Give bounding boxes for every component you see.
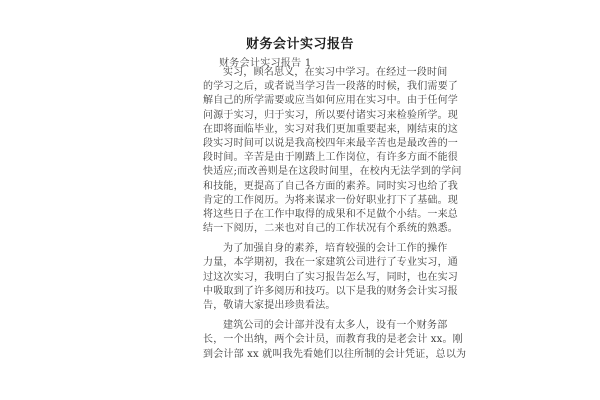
text-line: 快适应;而改善则是在这段时间里，在校内无法学到的学问 [203,166,462,178]
text-line: 解自己的所学需要或应当如何应用在实习中。由于任何学 [203,95,458,107]
text-line: 过这次实习，我明白了实习报告怎么写，同时，也在实习 [203,271,458,283]
text-line: 力量，本学期初，我在一家建筑公司进行了专业实习，通 [203,257,458,269]
text-line: 实习，顾名思义，在实习中学习。在经过一段时间 [223,67,448,78]
text-line: 在即将面临毕业，实习对我们更加重要起来，刚结束的这 [203,123,458,135]
text-line: 将这些日子在工作中取得的成果和不足做个小结。一来总 [203,208,458,220]
paragraph-3 [203,319,467,362]
text-line: 长，一个出纳，两个会计员，而教育我的是老会计 xx。刚 [203,334,463,346]
paragraph-1 [203,66,462,236]
text-line: 肯定的工作阅历。为将来谋求一份好职业打下了基础。现 [203,194,458,206]
text-line: 的学习之后，或者说当学习告一段落的时候，我们需要了 [203,81,458,93]
text-line: 问源于实习，归于实习，所以要付诸实习来检验所学。现 [203,109,458,121]
text-line: 段时间。辛苦是由于刚踏上工作岗位，有许多方面不能很 [203,152,458,164]
text-line: 为了加强自身的素养，培育较强的会计工作的操作 [223,243,448,255]
text-line: 中吸取到了许多阅历和技巧。以下是我的财务会计实习报 [203,285,458,297]
text-line: 建筑公司的会计部并没有太多人，设有一个财务部 [223,320,448,332]
document-body [203,66,467,362]
text-line: 段实习时间可以说是我高校四年来最辛苦也是最改善的一 [203,137,458,149]
document-title: 财务会计实习报告 [245,37,354,52]
text-line: 结一下阅历，二来也对自己的工作状况有个系统的熟悉。 [203,223,458,235]
text-line: 到会计部 xx 就叫我先看她们以往所制的会计凭证，总以为 [203,348,467,360]
document-subtitle: 财务会计实习报告 1 [219,58,312,69]
text-line: 和技能，更提高了自己各方面的素养。同时实习也给了我 [203,180,458,192]
paragraph-2 [203,242,458,313]
text-line: 告，敬请大家提出珍贵看法。 [203,300,336,311]
